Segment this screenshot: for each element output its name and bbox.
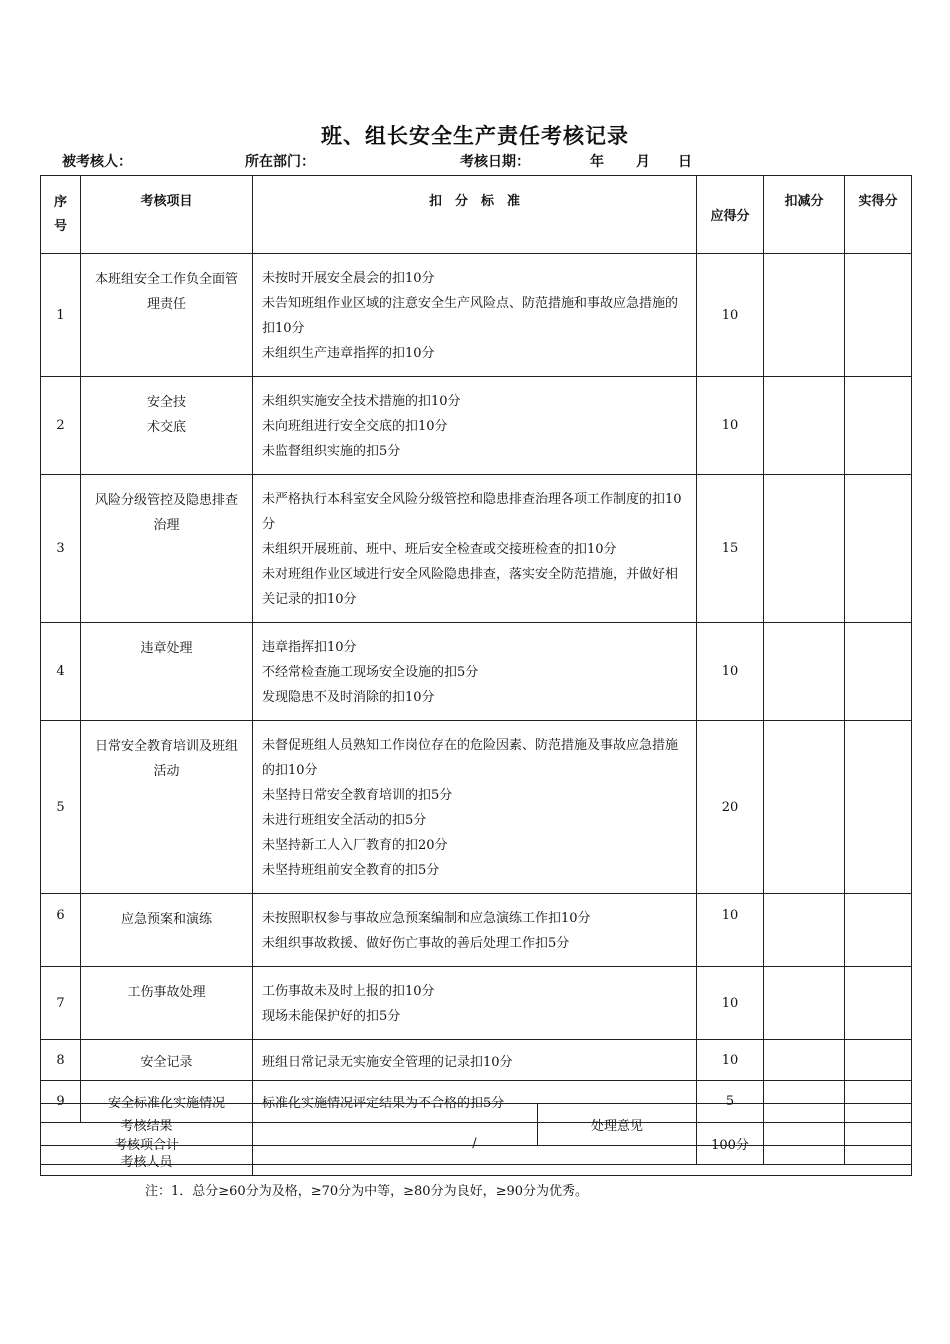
criteria-line: 未组织事故救援、做好伤亡事故的善后处理工作扣5分 <box>262 936 570 951</box>
row-criteria <box>253 721 697 894</box>
row-actual-cell[interactable] <box>845 1040 912 1081</box>
criteria-line: 违章指挥扣10分 <box>262 640 357 655</box>
examiner-value-cell[interactable] <box>253 1146 912 1176</box>
table-row <box>41 967 912 1040</box>
total-score: 100分 <box>697 1123 764 1165</box>
criteria-line: 发现隐患不及时消除的扣10分 <box>262 690 435 705</box>
row-seq: 1 <box>41 254 81 377</box>
criteria-line: 未监督组织实施的扣5分 <box>262 444 401 459</box>
criteria-line: 未按时开展安全晨会的扣10分 <box>262 271 435 286</box>
row-deduct-cell[interactable] <box>764 1040 845 1081</box>
row-score: 15 <box>697 475 764 623</box>
row-deduct-cell[interactable] <box>764 967 845 1040</box>
row-deduct-cell[interactable] <box>764 475 845 623</box>
header-seq: 序号 <box>41 176 81 254</box>
row-seq: 2 <box>41 377 81 475</box>
criteria-line: 未组织生产违章指挥的扣10分 <box>262 346 435 361</box>
table-row <box>41 721 912 894</box>
row-score: 10 <box>697 254 764 377</box>
row-item: 本班组安全工作负全面管理责任 <box>81 254 253 377</box>
criteria-line: 未严格执行本科室安全风险分级管控和隐患排查治理各项工作制度的扣10分 <box>262 492 682 532</box>
table-row <box>41 254 912 377</box>
row-actual-cell[interactable] <box>845 721 912 894</box>
criteria-line: 班组日常记录无实施安全管理的记录扣10分 <box>262 1054 513 1070</box>
assessment-table <box>40 175 912 1165</box>
opinion-label: 处理意见 <box>538 1104 697 1146</box>
row-actual-cell[interactable] <box>845 254 912 377</box>
row-criteria <box>253 254 697 377</box>
row-item: 安全技术交底 <box>81 377 253 475</box>
row-criteria <box>253 475 697 623</box>
row-seq: 6 <box>41 894 81 967</box>
table-header-row <box>41 176 912 254</box>
row-criteria <box>253 623 697 721</box>
criteria-line: 未进行班组安全活动的扣5分 <box>262 813 427 828</box>
row-seq: 5 <box>41 721 81 894</box>
criteria-line: 未坚持日常安全教育培训的扣5分 <box>262 788 453 803</box>
date-month: 月 <box>636 154 650 170</box>
row-actual-cell[interactable] <box>845 377 912 475</box>
row-deduct-cell[interactable] <box>764 623 845 721</box>
header-criteria: 扣 分 标 准 <box>253 176 697 254</box>
row-score: 5 <box>697 1081 764 1123</box>
total-criteria: / <box>253 1123 697 1165</box>
examiner-row <box>41 1146 912 1176</box>
row-item: 日常安全教育培训及班组活动 <box>81 721 253 894</box>
row-item: 违章处理 <box>81 623 253 721</box>
row-seq: 9 <box>41 1081 81 1123</box>
criteria-line: 不经常检查施工现场安全设施的扣5分 <box>262 665 479 680</box>
row-criteria <box>253 967 697 1040</box>
department-label: 所在部门： <box>245 154 315 170</box>
row-criteria <box>253 1040 697 1081</box>
row-deduct-cell[interactable] <box>764 377 845 475</box>
criteria-line: 现场未能保护好的扣5分 <box>262 1009 401 1024</box>
document-title: 班、组长安全生产责任考核记录 <box>321 123 629 148</box>
row-actual-cell[interactable] <box>845 623 912 721</box>
row-criteria <box>253 894 697 967</box>
criteria-line: 未向班组进行安全交底的扣10分 <box>262 419 448 434</box>
criteria-line: 未组织开展班前、班中、班后安全检查或交接班检查的扣10分 <box>262 542 617 557</box>
criteria-line: 工伤事故未及时上报的扣10分 <box>262 984 435 999</box>
row-item: 工伤事故处理 <box>81 967 253 1040</box>
examinee-label: 被考核人： <box>62 154 132 170</box>
row-score: 10 <box>697 894 764 967</box>
table-row <box>41 894 912 967</box>
header-deduct: 扣减分 <box>764 176 845 254</box>
row-score: 20 <box>697 721 764 894</box>
row-score: 10 <box>697 377 764 475</box>
header-actual: 实得分 <box>845 176 912 254</box>
criteria-line: 未按照职权参与事故应急预案编制和应急演练工作扣10分 <box>262 911 591 926</box>
row-score: 10 <box>697 623 764 721</box>
criteria-line: 未对班组作业区域进行安全风险隐患排查，落实安全防范措施，并做好相关记录的扣10分 <box>262 567 679 607</box>
header-score: 应得分 <box>697 176 764 254</box>
row-seq: 4 <box>41 623 81 721</box>
row-item: 风险分级管控及隐患排查治理 <box>81 475 253 623</box>
criteria-line: 未组织实施安全技术措施的扣10分 <box>262 394 461 409</box>
row-seq: 3 <box>41 475 81 623</box>
criteria-line: 未坚持班组前安全教育的扣5分 <box>262 863 440 878</box>
date-day: 日 <box>678 154 692 170</box>
footnote: 注：1．总分≥60分为及格，≥70分为中等，≥80分为良好，≥90分为优秀。 <box>145 1184 589 1199</box>
result-table <box>40 1103 912 1176</box>
row-item: 应急预案和演练 <box>81 894 253 967</box>
row-actual-cell[interactable] <box>845 967 912 1040</box>
date-label: 考核日期： <box>460 154 530 170</box>
opinion-value-cell[interactable] <box>697 1104 912 1146</box>
row-deduct-cell[interactable] <box>764 254 845 377</box>
criteria-line: 未督促班组人员熟知工作岗位存在的危险因素、防范措施及事故应急措施的扣10分 <box>262 738 679 778</box>
criteria-line: 未告知班组作业区域的注意安全生产风险点、防范措施和事故应急措施的扣10分 <box>262 296 679 336</box>
row-seq: 8 <box>41 1040 81 1081</box>
table-row <box>41 623 912 721</box>
table-row <box>41 475 912 623</box>
row-criteria <box>253 377 697 475</box>
total-label: 考核项合计 <box>41 1123 253 1165</box>
row-seq: 7 <box>41 967 81 1040</box>
row-actual-cell[interactable] <box>845 894 912 967</box>
criteria-line: 标准化实施情况评定结果为不合格的扣5分 <box>262 1096 505 1111</box>
row-score: 10 <box>697 1040 764 1081</box>
result-label: 考核结果 <box>41 1104 253 1146</box>
date-year: 年 <box>590 154 604 170</box>
row-item: 安全标准化实施情况 <box>81 1081 253 1123</box>
table-row <box>41 1040 912 1081</box>
row-score: 10 <box>697 967 764 1040</box>
table-row <box>41 377 912 475</box>
examiner-label: 考核人员 <box>41 1146 253 1176</box>
result-value-cell[interactable] <box>253 1104 538 1146</box>
row-item: 安全记录 <box>81 1040 253 1081</box>
row-deduct-cell[interactable] <box>764 721 845 894</box>
result-row <box>41 1104 912 1146</box>
row-deduct-cell[interactable] <box>764 894 845 967</box>
header-item: 考核项目 <box>81 176 253 254</box>
criteria-line: 未坚持新工人入厂教育的扣20分 <box>262 838 448 853</box>
row-actual-cell[interactable] <box>845 475 912 623</box>
